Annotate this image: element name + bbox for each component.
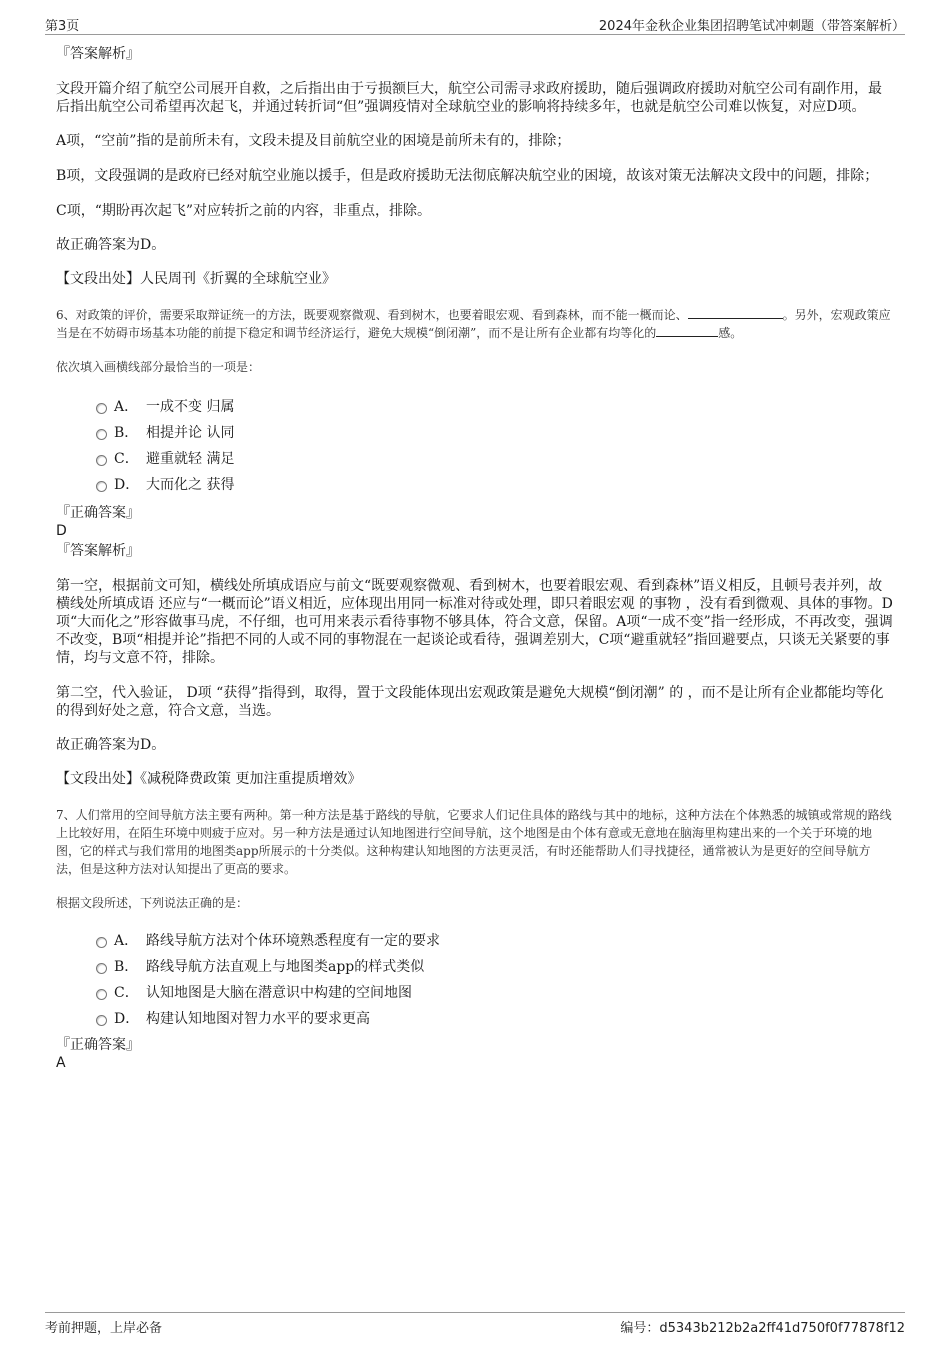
radio-button[interactable] — [96, 989, 107, 1000]
q5-analysis-p3: B项，文段强调的是政府已经对航空业施以援手，但是政府援助无法彻底解决航空业的困境，故该对策无法解决文段中的问题，排除； — [56, 168, 879, 184]
q5-conclusion: 故正确答案为D。 — [56, 237, 166, 253]
page-footer — [45, 1312, 905, 1337]
q6-source: 【文段出处】《减税降费政策 更加注重提质增效》 — [56, 771, 362, 787]
q6-analysis-title: 『答案解析』 — [56, 543, 140, 559]
q5-analysis-title: 『答案解析』 — [56, 46, 140, 62]
q7-stem: 7、人们常用的空间导航方法主要有两种。第一种方法是基于路线的导航，它要求人们记住具体的路线与其中的地标，这种方法在个体熟悉的城镇或常规的路线上比较好用，在陌生环境中则疲于应对。另一种方法是通过认知地图进行空间导航，这个地图是由个体有意或无意地在脑海里构建出来的一个关于环境的地图，它的样式与我们常用的地图类app所展示的十分类似。这种构建认知地图的方法更灵活，有时还能帮助人们寻找捷径，通常被认为是更好的空间导航方法，但是这种方法对认知提出了更高的要求。 — [56, 808, 892, 876]
radio-button[interactable] — [96, 429, 107, 440]
q7-option-a[interactable]: A． 路线导航方法对个体环境熟悉程度有一定的要求 — [56, 928, 894, 954]
q7-prompt: 根据文段所述，下列说法正确的是： — [56, 896, 249, 910]
q6-option-d[interactable]: D． 大而化之 获得 — [56, 472, 894, 498]
q7-option-c[interactable]: C． 认知地图是大脑在潜意识中构建的空间地图 — [56, 980, 894, 1006]
q5-analysis-p2: A项，“空前”指的是前所未有，文段未提及目前航空业的困境是前所未有的，排除； — [56, 133, 571, 149]
q7-option-b[interactable]: B． 路线导航方法直观上与地图类app的样式类似 — [56, 954, 894, 980]
blank-1 — [688, 306, 783, 319]
q6-prompt: 依次填入画横线部分最恰当的一项是： — [56, 360, 261, 374]
q6-options — [56, 394, 894, 498]
document-code: 编号：d5343b212b2a2ff41d750f0f77878f12 — [620, 1321, 905, 1336]
blank-2 — [656, 324, 718, 337]
q7-answer-title: 『正确答案』 — [56, 1037, 140, 1053]
radio-button[interactable] — [96, 481, 107, 492]
q7-answer: A — [56, 1055, 66, 1071]
q7-options — [56, 928, 894, 1032]
radio-button[interactable] — [96, 937, 107, 948]
q6-conclusion: 故正确答案为D。 — [56, 737, 166, 753]
q5-analysis-p4: C项，“期盼再次起飞”对应转折之前的内容，非重点，排除。 — [56, 203, 432, 219]
q5-source: 【文段出处】人民周刊《折翼的全球航空业》 — [56, 271, 336, 287]
q5-analysis-p1: 文段开篇介绍了航空公司展开自救，之后指出由于亏损额巨大，航空公司需寻求政府援助，随后强调政府援助对航空公司有副作用，最后指出航空公司希望再次起飞，并通过转折词“但”强调疫情对全球航空业的影响将持续多年，也就是航空公司难以恢复，对应D项。 — [56, 81, 882, 115]
radio-button[interactable] — [96, 403, 107, 414]
q6-answer-title: 『正确答案』 — [56, 505, 140, 521]
q6-analysis-p1: 第一空，根据前文可知，横线处所填成语应与前文“既要观察微观、看到树木，也要着眼宏观、看到森林”语义相反，且顿号表并列，故 横线处所填成语 还应与“一概而论”语义相近，应体现出用同一标准对待或处理，即只着眼宏观 的事物 ，没有看到微观、具体的事物。D项“大而化之”形容做事马虎，不仔细，也可用来表示看待事物不够具体，符合文意，保留。A项“一成不变”指一经形成，不再改变，强调不改变，B项“相提并论”指把不同的人或不同的事物混在一起谈论或看待，强调差别大，C项“避重就轻”指回避要点，只谈无关紧要的事情，均与文意不符，排除。 — [56, 578, 893, 666]
radio-button[interactable] — [96, 963, 107, 974]
radio-button[interactable] — [96, 455, 107, 466]
q6-option-c[interactable]: C． 避重就轻 满足 — [56, 446, 894, 472]
q6-stem: 6、对政策的评价，需要采取辩证统一的方法，既要观察微观、看到树木，也要着眼宏观、看到森林，而不能一概而论、 。另外，宏观政策应当是在不妨碍市场基本功能的前提下稳定和调节经济运行，避免大规模“倒闭潮”，而不是让所有企业都有均等化的 感。 — [56, 308, 891, 340]
radio-button[interactable] — [96, 1015, 107, 1026]
page-header — [45, 12, 905, 35]
document-title: 2024年金秋企业集团招聘笔试冲刺题（带答案解析） — [598, 19, 905, 34]
main-content — [56, 45, 894, 1072]
q6-option-a[interactable]: A． 一成不变 归属 — [56, 394, 894, 420]
q6-analysis-p2: 第二空，代入验证， D项 “获得”指得到，取得，置于文段能体现出宏观政策是避免大规模“倒闭潮” 的 ，而不是让所有企业都能均等化的得到好处之意，符合文意，当选。 — [56, 685, 884, 719]
footer-slogan: 考前押题，上岸必备 — [45, 1321, 163, 1336]
page-number: 第3页 — [45, 19, 80, 34]
q6-option-b[interactable]: B． 相提并论 认同 — [56, 420, 894, 446]
q7-option-d[interactable]: D． 构建认知地图对智力水平的要求更高 — [56, 1006, 894, 1032]
q6-answer: D — [56, 523, 67, 539]
